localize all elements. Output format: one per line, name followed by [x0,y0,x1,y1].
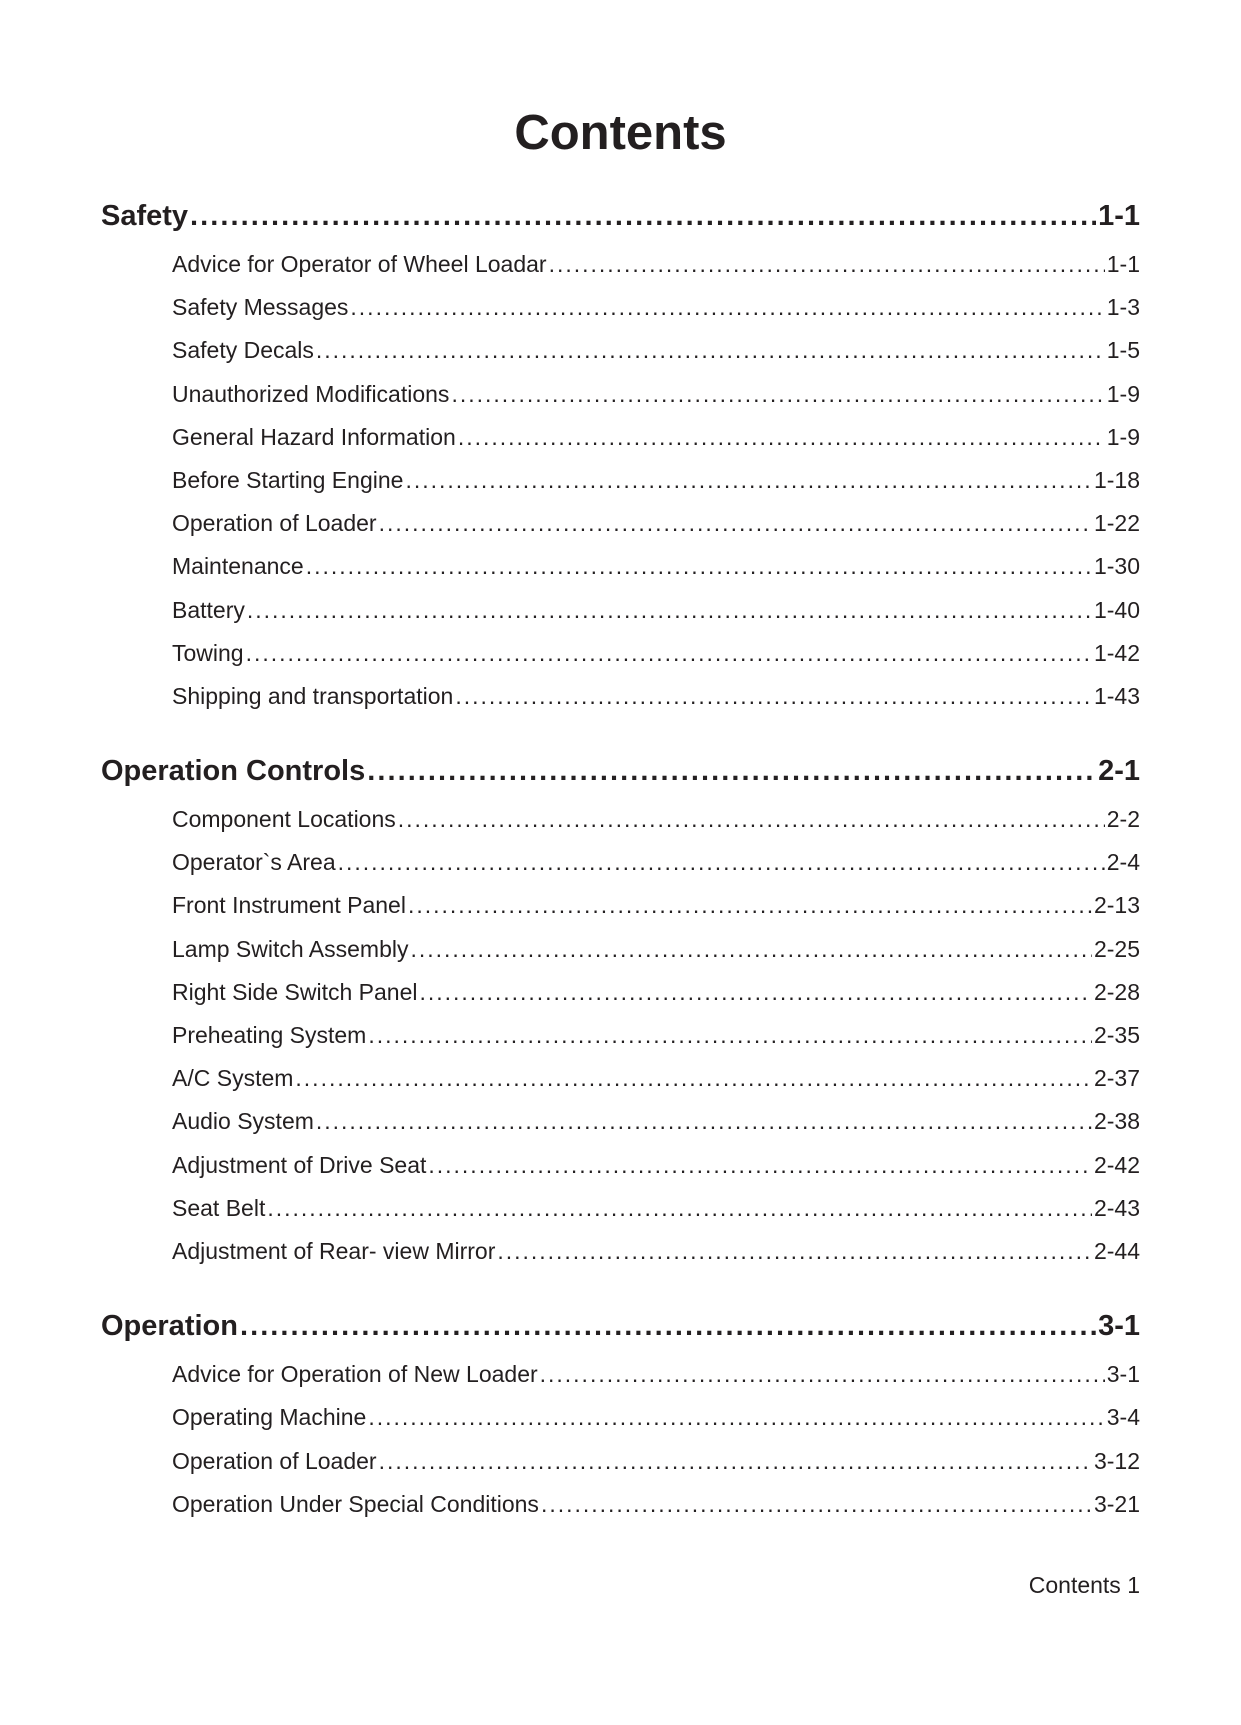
page-title: Contents [514,106,727,160]
toc-entry[interactable] [101,329,1140,372]
entry-label: Before Starting Engine [172,466,404,493]
dot-leader [458,416,1105,459]
entry-page: 2-44 [1093,1237,1140,1264]
heading-label: Operation [101,1310,238,1343]
entry-page: 3-21 [1093,1490,1140,1517]
heading-page: 1-1 [1098,200,1140,232]
toc-entry[interactable] [101,928,1140,971]
toc-entry[interactable] [101,1014,1140,1057]
dot-leader [316,329,1105,372]
toc-entry[interactable] [101,798,1140,841]
dot-leader [316,1100,1092,1143]
entry-page: 1-43 [1093,682,1140,709]
heading-label: Safety [101,200,189,232]
toc-heading[interactable] [101,1299,1140,1353]
toc-entry[interactable] [101,502,1140,545]
entry-label: Seat Belt [172,1194,266,1221]
dot-leader [367,744,1096,798]
toc-entry[interactable] [101,1100,1140,1143]
toc-entry[interactable] [101,286,1140,329]
toc-entry[interactable] [101,1057,1140,1100]
entry-label: Safety Messages [172,294,349,321]
entry-label: Right Side Switch Panel [172,978,418,1005]
heading-label: Operation Controls [101,755,366,788]
toc-heading[interactable] [101,744,1140,798]
entry-label: Operation of Loader [172,1447,377,1474]
toc-entry[interactable] [101,1187,1140,1230]
entry-page: 1-1 [1106,251,1140,277]
heading-page: 3-1 [1098,1310,1140,1343]
entry-label: A/C System [172,1065,294,1092]
toc-entry[interactable] [101,884,1140,927]
dot-leader [368,1396,1104,1439]
toc-entry[interactable] [101,971,1140,1014]
entry-label: Battery [172,596,245,623]
toc-entry[interactable] [101,1483,1140,1526]
toc-section-operation-controls [101,744,1140,1273]
entry-label: Maintenance [172,553,304,580]
entry-page: 2-28 [1093,978,1140,1005]
dot-leader [379,1440,1092,1483]
toc-entry[interactable] [101,373,1140,416]
dot-leader [419,971,1091,1014]
entry-page: 1-9 [1106,423,1140,450]
entry-page: 2-13 [1093,892,1140,919]
entry-label: Lamp Switch Assembly [172,935,409,962]
toc-entry[interactable] [101,841,1140,884]
dot-leader [190,189,1096,243]
entry-label: Advice for Operator of Wheel Loadar [172,251,547,277]
toc-entry[interactable] [101,589,1140,632]
dot-leader [350,286,1104,329]
entry-page: 1-5 [1106,337,1140,364]
toc-entry[interactable] [101,416,1140,459]
toc-entry[interactable] [101,1353,1140,1396]
dot-leader [247,589,1092,632]
entry-page: 2-2 [1106,806,1140,833]
entry-label: Unauthorized Modifications [172,380,450,407]
entry-page: 1-18 [1093,466,1140,493]
table-of-contents [101,189,1140,1552]
entry-label: Audio System [172,1108,314,1135]
dot-leader [306,545,1092,588]
dot-leader [408,884,1092,927]
entry-label: Towing [172,639,244,666]
dot-leader [549,243,1105,286]
dot-leader [295,1057,1092,1100]
dot-leader [338,841,1105,884]
dot-leader [455,675,1092,718]
toc-entry[interactable] [101,1230,1140,1273]
entry-page: 1-9 [1106,380,1140,407]
entry-label: Front Instrument Panel [172,892,406,919]
toc-entry[interactable] [101,632,1140,675]
entry-page: 3-1 [1106,1361,1140,1388]
entry-page: 1-42 [1093,639,1140,666]
dot-leader [410,928,1091,971]
toc-entry[interactable] [101,1396,1140,1439]
entry-page: 2-35 [1093,1022,1140,1048]
entry-label: Adjustment of Rear- view Mirror [172,1237,496,1264]
dot-leader [398,798,1105,841]
entry-label: Component Locations [172,806,396,833]
entry-label: Adjustment of Drive Seat [172,1151,427,1178]
dot-leader [368,1014,1092,1057]
dot-leader [497,1230,1092,1273]
entry-label: Operation of Loader [172,510,377,537]
entry-page: 1-22 [1093,510,1140,537]
entry-page: 2-37 [1093,1065,1140,1092]
heading-page: 2-1 [1098,755,1140,788]
dot-leader [405,459,1092,502]
entry-label: Operation Under Special Conditions [172,1490,539,1517]
toc-entry[interactable] [101,545,1140,588]
dot-leader [240,1299,1096,1353]
entry-page: 2-25 [1093,935,1140,962]
entry-page: 1-40 [1093,596,1140,623]
dot-leader [540,1353,1105,1396]
entry-label: Operating Machine [172,1404,367,1431]
entry-page: 2-4 [1106,849,1140,876]
entry-label: Advice for Operation of New Loader [172,1361,538,1388]
entry-label: Preheating System [172,1022,367,1048]
entry-page: 3-4 [1106,1404,1140,1431]
dot-leader [379,502,1092,545]
entry-page: 2-43 [1093,1194,1140,1221]
entry-page: 2-42 [1093,1151,1140,1178]
toc-entry[interactable] [101,1440,1140,1483]
toc-entry[interactable] [101,459,1140,502]
entry-page: 1-30 [1093,553,1140,580]
toc-section-safety [101,189,1140,718]
toc-heading[interactable] [101,189,1140,243]
page-footer: Contents 1 [1028,1572,1140,1598]
entry-label: Shipping and transportation [172,682,454,709]
toc-entry[interactable] [101,675,1140,718]
dot-leader [541,1483,1092,1526]
dot-leader [428,1144,1092,1187]
toc-section-operation [101,1299,1140,1526]
entry-label: Operator`s Area [172,849,336,876]
entry-page: 1-3 [1106,294,1140,321]
dot-leader [267,1187,1092,1230]
dot-leader [451,373,1104,416]
entry-label: Safety Decals [172,337,314,364]
dot-leader [246,632,1092,675]
entry-page: 3-12 [1093,1447,1140,1474]
toc-entry[interactable] [101,1144,1140,1187]
toc-entry[interactable] [101,243,1140,286]
entry-page: 2-38 [1093,1108,1140,1135]
entry-label: General Hazard Information [172,423,456,450]
